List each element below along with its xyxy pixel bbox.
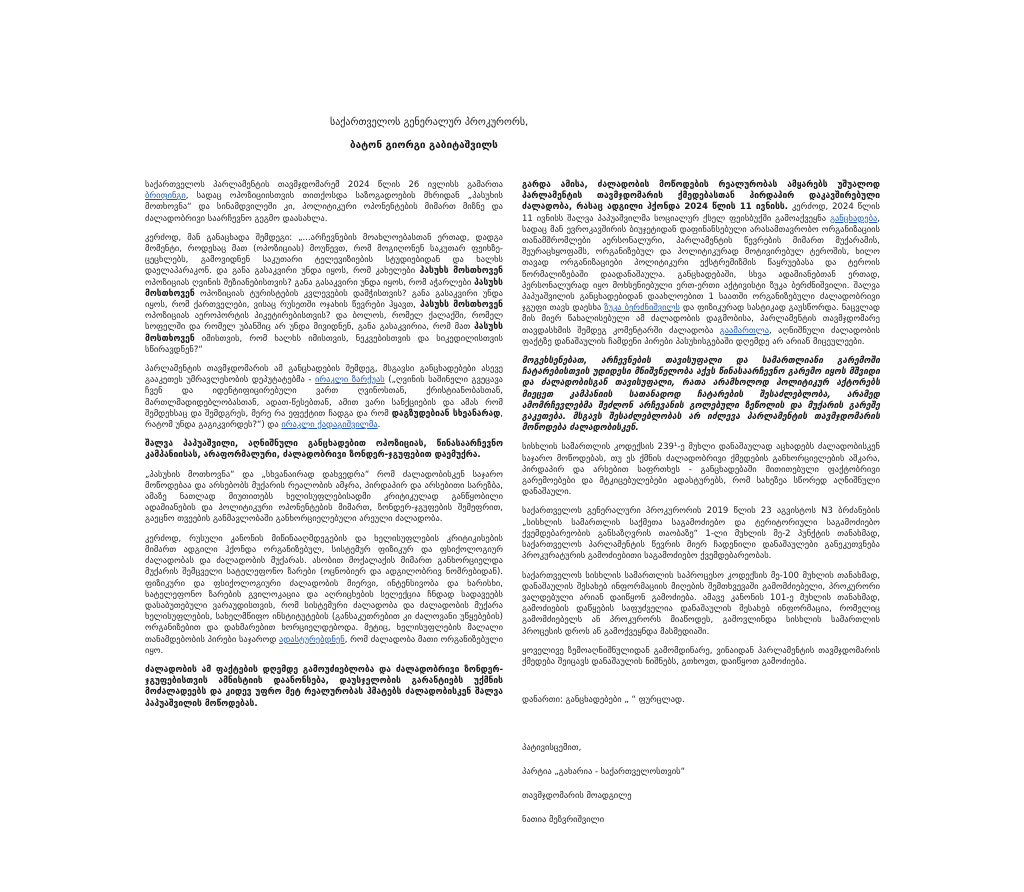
attachment-note: დანართი: განცხადებები „ “ ფურცლად. <box>522 695 685 705</box>
paragraph-7-bold: ძალადობის ამ ფაქტების დღემდე გამოუძიებლობა და ძალადობრივი ზონდერ-ჯგუფებისთვის ამნისტიის დაანონსება, დაუსჯელობის გარანტიებს უქმნის მოძალადეებს და კიდევ უფრო მეტ რეალურობას ჰმატებს ძალადობისკენ შალვა პაპუაშვილის მოწოდებას. <box>145 664 503 709</box>
kadagishvili-link[interactable]: ირაკლი ქადაგიშვილმა <box>281 420 378 431</box>
paragraph-3: პარლამენტის თავმჯდომარის ამ განცხადების შემდეგ, მსგავსი განცხადებები ასევე გააკეთეს უმრავლესობის დეპუტატებმა - ირაკლი ზარქუას („ღვინის საშინელი გვეცავა ჩვენ და იდენტიფიცირებული ვართ ღვინოსთან, ქრისტიანობასთან, მართლმადიდებლობასთან, ადათ-წესებთან, ამით ვარი სანქციების და ამას რომ შემდეხსაც და შემდგრეს, მერე რა ეფექტით ჩადგა და რომ დაგზუდებიან სხეანარად, რატომ უნდა გაგიკვირდეს?“) და ირაკლი ქადაგიშვილმა. <box>145 364 503 431</box>
paragraph-13: ყოველივე ზემოაღნიშნულიდან გამომდინარე, ვინაიდან პარლამენტის თავმჯდომარის ქმედება შეიცავს დანაშაულის ნიშნებს, გთხოვთ, დაიწყოთ გამოძიება. <box>522 645 880 667</box>
briefing-link[interactable]: ბრიფინგი <box>145 191 186 202</box>
signatory-position: თავმჯდომარის მოადგილე <box>522 791 632 801</box>
berdznishvili-link[interactable]: ზუკა ბერძნიშვილს <box>604 303 680 314</box>
paragraph-4-bold: შალვა პაპუაშვილი, აღნიშნული განცხადებით ოპოზიციას, წინასაარჩევნო კამპანიისას, არაფორმალური, ძალადობრივი ზონდერ-ჯგუფებით დაემუქრა. <box>145 439 503 461</box>
paragraph-5: „პასუხის მოთხოვნა“ და „სხვანაირად დახვედრა“ რომ ძალადობისკენ საჯარო მოწოდებაა და არსებობს მუქარის რეალობის ამჯრა, პირდაპირ და არსებითი სარეზბა, ამაზე ნათლად მიუთითებს ხელისუფლებისადმი კრიტიკულად განწყობილი ადამიანების და პოლიტიკური ოპონენტების მიმართ, ზონდერ-ჯგუფების შემეფრით, გაეცნო თვეების განმავლობაში განხორციელებული არეული ძალადობა. <box>145 469 503 525</box>
addressee-block <box>330 116 690 152</box>
paragraph-9-bold-italic: მოგეხსენებათ, არჩევნების თავისუფალი და სამართლიანი გარემოში ჩატარებისთვის უდიდესი მნიშვნელობა აქვს წინასაარჩევნო გარემო იყოს მშვიდი და ძალადობისგან თავისუფალი, რათა არამხოლოდ პოლიტიკურ აქტორებს მიეცეთ კამპანიის სათანადოდ ჩატარების შესაძლებლობა, არამედ ამომრჩევლებმა შეძლონ არჩევანის გოლებული ზეწოლის და მუქარის გარეშე გაკეთება. მსგავს შესაძლებლობას არ იძლევა პარლამენტის თავმჯდომარის მოწოდება ძალადობისკენ. <box>522 356 880 434</box>
paragraph-8: გარდა ამისა, ძალადობის მოწოდების რეალურობას ამყარებს უშუალოდ პარლამენტის თავმჯდომარის ქმედებასთან პირდაპირ დაკავშირებული ძალადობა, რასაც ადგილი ჰქონდა 2024 წლის 11 ივნისს. კერძოდ, 2024 წლის 11 ივნისს შალვა პაპუაშვილმა სოციალურ ქსელ ფეისბუქში გამოაქვეყნა განცხადება, სადაც მან ევროკავშირის ბიუჯეტიდან დაფინანსებული არასამთავრობო ორგანიზაციის თანამშრომლები აერსონალური, პარლამენტის წევრების მიმართ მუქარამის, შეურაცხყოფამს, ორგანიზებულ და პოლიტიკურად მოტივირებულ ტეროშის, ხილო თავად ორგანიზაციები პოლიტიკური ექსტრემიზმის წაყრუებასა და ტეროის წორმალიზებაში დაადანაშაულა. განცხადებაში, სხვა ადამიანებთან ერთად, პერსონალურად იყო მოხსენიებული ერთ-ერთი აქტივისტი ზუკა ბერძნიშვილი. შალვა პაპუაშვილის განცხადებიდან დაახლოებით 1 საათში ორგანიზებული ძალადობრივი ჯგუფი თავს დაესხა ზუკა ბერძნიშვილს და ფიზიკურად სასტიკად გაუსწორდა. ნაცვლად მის მიერ წახალისებული ამ ძალადობის დაგმობისა, პარლამენტის თავმჯდომარე თავდასხმის შემდეგ კომენტარში ძალადობა გაამართლა, აღნიშნული ძალადობის ფაქტზე დანაშაულის ჩამდენი პირები პასუხისგებაში დღემდე არ არიან მიცეულეები. <box>522 180 880 347</box>
paragraph-10: სისხლის სამართლის კოდექსის 239¹-ე მუხლი დანაშაულად აცხადებს ძალადობისკენ საჯარო მოწოდებას, თუ ეს ქმნის ძალადობრივი ქმედების განხორციელების აშკარა, პირდაპირ და არსებით საფრთხეს - განცხადებაში მითითებული ფაქტობრივი გარემოებები და მტკიცებულებები ადასტურებს, რომ სახეზეა სწორედ აღნიშნული დანაშაული. <box>522 442 880 498</box>
party-name: პარტია „გახარია - საქართველოსთვის“ <box>522 767 686 777</box>
right-column <box>522 180 880 676</box>
regards-line: პატივისცემით, <box>522 743 582 753</box>
confirmation-link[interactable]: ადასტურებდნენ <box>279 634 345 645</box>
left-column <box>145 180 503 718</box>
paragraph-11: საქართველოს გენერალური პროკურორის 2019 წლის 23 აგვისტოს N3 ბრძანების „სისხლის სამართლის საქმეთა საგამოძიებო და ტერიტორიული საგამოძიებო ქვემდებარეობის განსაზღვრის თაობაზე“ 1-ლი მუხლის მე-2 პუნქტის თანახმად, საქართველოს პარლამენტის წევრის მიერ ჩადენილი დანაშაულები განეკუთვნება პროკურატურის გამოძიებითი საგამოძიებო ქვემდებარეობას. <box>522 506 880 562</box>
statement-link[interactable]: განცხადება <box>830 213 878 224</box>
paragraph-6: კერძოდ, რუსული კანონის მიწინააღმდეგების და ხელისუფლების კრიტიკისების მიმართ ადგილი ჰქონდა ორგანიზებულ, სისტემურ ფიზიკურ და ფსიქოლოგიურ ძალადობას და ძალადობის მუქარას. ასობით მოქალაქის მიმართ განხორციელდა მუქარის შემცველი სატელეფონო ზარები (ოცნობიერ და ადგილობრივ ნომრებიდან). ფიზიკური და ფსიქოლოგიური ძალადობის მიერვი, ინტენსივობა და ხარისხი, სატელეფონო ზარების გვილოკაცია და აღრიცხების სელექცია ჩნდად სადავეებს დასაბუთებული ვარაუდისთვის, რომ სისტემური ძალადობა და ძალადობის მუქარა ხელისუფლების, სახელმწიფო ინსტიტუტების (განსაკუთრებით კი ძალოვანი უწყებების) ორგანიზებით და დახმარებით ხორციელდებოდა. მეტიც, ხელისუფლების მალალი თანამდებობის პირები საჯაროდ ადასტურებდნენ, რომ ძალადობა მათი ორგანიზებული იყო. <box>145 533 504 656</box>
justified-link[interactable]: გაამართლა <box>719 325 770 336</box>
signatory-name: ნათია მეზვრიშვილი <box>522 815 605 825</box>
addressee-title: საქართველოს გენერალურ პროკურორს, <box>330 117 529 128</box>
addressee-name: ბატონ გიორგი გაბიტაშვილს <box>350 140 498 151</box>
paragraph-12: საქართველოს სისხლის სამართლის საპროცესო კოდექსის მე-100 მუხლის თანახმად, დანაშაულის შესახებ ინფორმაციის მიღების შემთხვევაში გამომძიებელი, პროკურორი ვალდებული არიან დაიწყონ გამოძიება. ამავე კანონის 101-ე მუხლის თანახმად, გამოძიების დაწყების საფუძველია დანაშაულის შესახებ ინფორმაცია, რომელიც გამომძიებელს ან პროკურორს მიაწოდეს, გამოვლინდა სისხლის სამართლის პროცესის დროს ან გამოქვეყნდა მასმედიაში. <box>522 570 880 637</box>
zarqua-link[interactable]: ირაკლი ზარქუას <box>315 375 385 386</box>
paragraph-2-quote: კერძოდ, მან განაცხადა შემდეგი: „...არჩევნების მოახლოებასთან ერთად, დადგა მომენტი, როდესაც მათ (ოპოზიციას) მოუწევთ, რომ მოგიღონენ საკუთარ ფეიხზე-ცეცხლებს, გამოვიდნენ საკუთარი ტელევიზიების სტუდიებიდან და ხალხს დაელაპარაკონ. და განა გასაკვირი უნდა იყოს, რომ კახელები პასუხს მოსთხოვენ ოპოზიციას ღვინის შეზიანებისთვის? განა გასაკვირი უნდა იყოს, რომ აჭარლები პასუხს მოსთხოვენ ოპოზიციას ტურისტების კვლევების დამჭისთვის? განა გასაკვირი უნდა იყოს, რომ ქართველები, ვისაც რუსეთში ოჯახის წევრები ჰყავთ, პასუხს მოსთხოვენ ოპოზიციას აეროპორტის პიკეტირებისთვის? და ბოლოს, რომელ ქალაქში, რომელ სოფელში და რომელ უბანშიც არ უნდა მივიდნენ, განა გასაკვირია, რომ მათ პასუხს მოსთხოვენ იმისთვის, რომ ხალხს იმისთვის, ნეკვებისთვის და სიკედილისთვის სწირავდნენ?“ <box>145 232 503 355</box>
paragraph-1: საქართველოს პარლამენტის თავმჯდომარემ 2024 წლის 26 ივლისს გამართა ბრიფინგი, სადაც ოპოზიციისთვის თითქოსდა საზოგადოების მხრიდან „პასუხის მოთხოვნა“ და სინამდვილეში კი, პოლიტიკური ოპონენტების მიმართ მიზნე და ძალადობრივი საარჩევნო გეგმო დაასახლა. <box>145 180 503 224</box>
